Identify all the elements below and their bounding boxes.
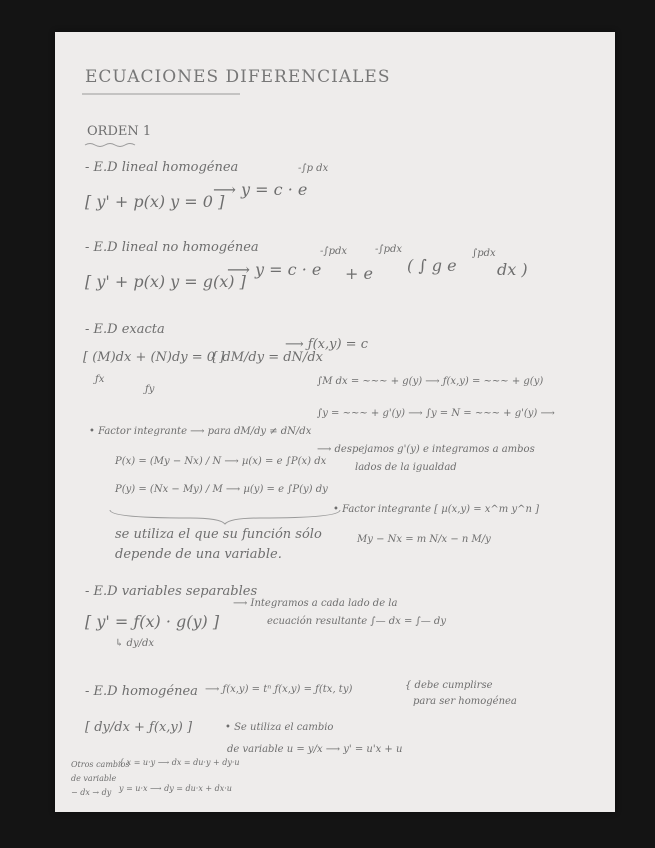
- s4-sub: ↳ dy/dx: [115, 638, 155, 649]
- s5-change1: • Se utiliza el cambio: [225, 722, 334, 733]
- s1-equation: [ y' + p(x) y = 0 ]: [85, 192, 225, 211]
- s2-heading: - E.D lineal no homogénea: [85, 240, 259, 255]
- s1-result: ⟶ y = c · e: [213, 180, 308, 199]
- s3-factor: • Factor integrante ⟶ para dM/dy ≠ dN/dx: [89, 426, 312, 437]
- s2-exp2: -∫pdx: [375, 244, 403, 255]
- s3-equation: [ (M)dx + (N)dy = 0 ]: [83, 350, 225, 365]
- s3-factor2-eq: My − Nx = m N/x − n M/y: [357, 534, 491, 545]
- s5-other1: Otros cambios: [71, 760, 130, 769]
- s5-change2: de variable u = y/x ⟶ y' = u'x + u: [227, 744, 403, 755]
- s5-arrow: ⟶ ƒ(x,y) = tⁿ ƒ(x,y) = ƒ(tx, ty): [205, 684, 353, 695]
- s3-note2: depende de una variable.: [115, 547, 282, 562]
- orden-underline: [85, 144, 135, 147]
- s5-heading: - E.D homogénea: [85, 684, 198, 699]
- s1-heading: - E.D lineal homogénea: [85, 160, 239, 175]
- s2-tail: dx ): [497, 260, 528, 279]
- s5-other5: y = u·x ⟶ dy = du·x + dx·u: [119, 784, 232, 793]
- s4-heading: - E.D variables separables: [85, 584, 258, 599]
- s3-arrow1: ⟶ ƒ(x,y) = c: [285, 337, 368, 352]
- s3-px: P(x) = (My − Nx) / N ⟶ µ(x) = e ∫P(x) dx: [115, 456, 327, 467]
- notebook-page: [55, 32, 615, 812]
- s3-line4: lados de la igualdad: [355, 462, 457, 473]
- s3-heading: - E.D exacta: [85, 322, 165, 337]
- s5-cond1: { debe cumplirse: [405, 680, 493, 691]
- s3-condition: { dM/dy = dN/dx: [210, 350, 323, 365]
- page-title: ECUACIONES DIFERENCIALES: [85, 67, 391, 87]
- s4-equation: [ y' = ƒ(x) · g(y) ]: [85, 612, 220, 631]
- s2-result: ⟶ y = c · e: [227, 260, 322, 279]
- s2-plus: + e: [345, 264, 373, 283]
- s4-arrow: ⟶ Integramos a cada lado de la: [233, 598, 398, 609]
- s3-fx: ƒx: [95, 374, 105, 385]
- s5-other4: { x = u·y ⟶ dx = du·y + dy·u: [119, 758, 240, 767]
- s3-py: P(y) = (Nx − My) / M ⟶ µ(y) = e ∫P(y) dy: [115, 484, 328, 495]
- section-brace: [110, 510, 340, 524]
- s1-exponent: -∫p dx: [298, 163, 329, 174]
- s3-line3: ⟶ despejamos g'(y) e integramos a ambos: [317, 444, 535, 455]
- s3-line2: ∫y = ~~~ + g'(y) ⟶ ∫y = N = ~~~ + g'(y) ⟶: [317, 408, 555, 419]
- s5-other2: de variable: [71, 774, 117, 783]
- s5-other3: − dx → dy: [71, 788, 112, 797]
- s4-text2: ecuación resultante ∫— dx = ∫— dy: [267, 616, 446, 627]
- s3-factor2: • Factor integrante [ µ(x,y) = x^m y^n ]: [333, 504, 539, 515]
- s2-paren: ( ∫ g e: [407, 256, 457, 275]
- s3-line1: ∫M dx = ~~~ + g(y) ⟶ ƒ(x,y) = ~~~ + g(y): [317, 376, 544, 387]
- orden-label: ORDEN 1: [87, 124, 152, 139]
- s3-fy: ƒy: [145, 384, 155, 395]
- s5-equation: [ dy/dx + ƒ(x,y) ]: [85, 720, 193, 735]
- s3-note1: se utiliza el que su función sólo: [115, 527, 322, 542]
- s2-equation: [ y' + p(x) y = g(x) ]: [85, 272, 246, 291]
- s2-exp1: -∫pdx: [320, 246, 348, 257]
- s5-cond2: para ser homogénea: [413, 696, 517, 707]
- s2-exp3: ∫pdx: [472, 248, 496, 259]
